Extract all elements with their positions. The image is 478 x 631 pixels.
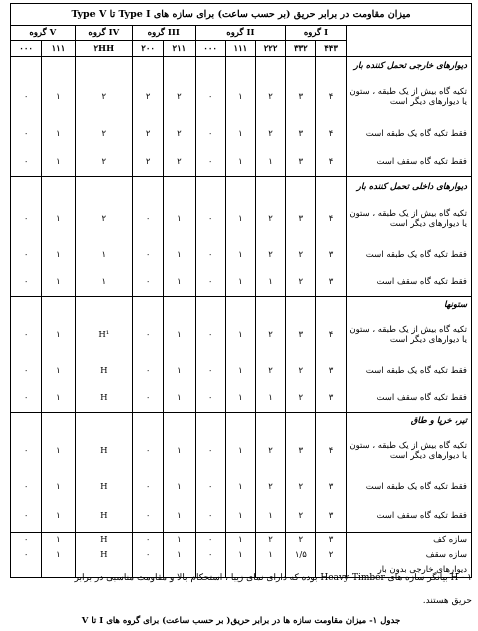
table-caption: جدول ۱- میزان مقاومت سازه ها در برابر حریق( بر حسب ساعت) برای گروه های I تا V bbox=[81, 616, 401, 626]
value-cell: ۱ bbox=[42, 533, 75, 548]
value-cell: ۱ bbox=[164, 241, 195, 269]
value-cell: ۰ bbox=[195, 533, 225, 548]
value-cell: ۰ bbox=[132, 429, 163, 473]
value-cell: ۲ bbox=[164, 75, 195, 119]
table-row bbox=[11, 357, 472, 385]
value-cell: ۰ bbox=[11, 119, 42, 149]
table-row bbox=[11, 548, 472, 563]
empty-cell bbox=[225, 57, 255, 75]
value-cell: ۱ bbox=[164, 473, 195, 501]
value-cell: ۲ bbox=[286, 501, 316, 533]
value-cell: ۲ bbox=[286, 533, 316, 548]
value-cell: ۰ bbox=[11, 197, 42, 241]
empty-cell bbox=[195, 177, 225, 197]
value-cell: ۱ bbox=[42, 241, 75, 269]
table-row bbox=[11, 429, 472, 473]
empty-cell bbox=[164, 413, 195, 429]
value-cell: ۱ bbox=[255, 269, 285, 297]
empty-cell bbox=[316, 413, 346, 429]
empty-cell bbox=[286, 413, 316, 429]
value-cell: ۳ bbox=[286, 75, 316, 119]
row-label: فقط تکیه گاه یک طبقه است bbox=[346, 119, 471, 149]
value-cell: ۱ bbox=[42, 548, 75, 563]
value-cell: ۱ bbox=[42, 197, 75, 241]
value-cell: ۰ bbox=[132, 385, 163, 413]
value-cell: ۰ bbox=[132, 533, 163, 548]
value-cell: ۱ bbox=[255, 385, 285, 413]
value-cell: ۰ bbox=[195, 269, 225, 297]
empty-cell bbox=[225, 297, 255, 313]
value-cell: ۱ bbox=[225, 119, 255, 149]
value-cell: ۴ bbox=[316, 119, 346, 149]
value-cell: ۲ bbox=[255, 119, 285, 149]
value-cell: ۳ bbox=[316, 385, 346, 413]
value-cell: ۲ bbox=[164, 119, 195, 149]
value-cell: ۴ bbox=[316, 75, 346, 119]
table-row bbox=[11, 149, 472, 177]
value-cell: ۱ bbox=[255, 149, 285, 177]
row-label: فقط تکیه گاه سقف است bbox=[346, 501, 471, 533]
value-cell: ۲ bbox=[286, 473, 316, 501]
row-label: فقط تکیه گاه سقف است bbox=[346, 149, 471, 177]
empty-cell bbox=[164, 57, 195, 75]
empty-cell bbox=[42, 413, 75, 429]
row-label: تکیه گاه بیش از یک طبقه ، ستون یا دیوارهای دیگر است bbox=[346, 429, 471, 473]
empty-cell bbox=[11, 57, 42, 75]
empty-cell bbox=[286, 177, 316, 197]
type-header: ۲۰۰ bbox=[132, 41, 163, 57]
empty-cell bbox=[255, 177, 285, 197]
empty-cell bbox=[255, 57, 285, 75]
row-label: سازه کف bbox=[346, 533, 471, 548]
value-cell: ۰ bbox=[195, 385, 225, 413]
empty-cell bbox=[42, 177, 75, 197]
table-row bbox=[11, 385, 472, 413]
value-cell: ۱ bbox=[42, 313, 75, 357]
row-label: فقط تکیه گاه سقف است bbox=[346, 269, 471, 297]
footnote-line-1: ۱ - H بیانگر سازه های Heavy Timber بوده که دارای نمای زیبا ، استحکام بالا و مقاومت مناسبی در برابر bbox=[74, 573, 472, 583]
group-header-iii: گروه III bbox=[132, 26, 195, 41]
type-header: ۰۰۰ bbox=[195, 41, 225, 57]
value-cell: ۱ bbox=[42, 501, 75, 533]
value-cell: ۱ bbox=[225, 313, 255, 357]
value-cell: ۱ bbox=[225, 149, 255, 177]
value-cell: ۱ bbox=[42, 473, 75, 501]
value-cell: ۱ bbox=[164, 501, 195, 533]
value-cell: ۱ bbox=[255, 548, 285, 563]
empty-cell bbox=[132, 413, 163, 429]
empty-cell bbox=[11, 297, 42, 313]
value-cell: ۰ bbox=[11, 548, 42, 563]
value-cell: ۰ bbox=[195, 75, 225, 119]
value-cell: ۱ bbox=[164, 357, 195, 385]
row-label: فقط تکیه گاه یک طبقه است bbox=[346, 357, 471, 385]
value-cell: ۱ bbox=[225, 357, 255, 385]
empty-cell bbox=[195, 297, 225, 313]
value-cell: H bbox=[75, 548, 132, 563]
value-cell: ۳ bbox=[316, 269, 346, 297]
value-cell: H bbox=[75, 357, 132, 385]
value-cell: H bbox=[75, 533, 132, 548]
value-cell: ۳ bbox=[316, 501, 346, 533]
empty-cell bbox=[132, 57, 163, 75]
empty-cell bbox=[164, 177, 195, 197]
value-cell: ۳ bbox=[286, 119, 316, 149]
value-cell: ۱ bbox=[75, 241, 132, 269]
table-row bbox=[11, 533, 472, 548]
value-cell: ۲ bbox=[75, 119, 132, 149]
value-cell: ۰ bbox=[195, 357, 225, 385]
empty-cell bbox=[286, 297, 316, 313]
value-cell: H¹ bbox=[75, 313, 132, 357]
value-cell: ۰ bbox=[11, 313, 42, 357]
empty-cell bbox=[316, 297, 346, 313]
value-cell: ۰ bbox=[11, 501, 42, 533]
type-header: ۱۱۱ bbox=[225, 41, 255, 57]
row-label: فقط تکیه گاه سقف است bbox=[346, 385, 471, 413]
section-header-row bbox=[11, 177, 472, 197]
empty-cell bbox=[195, 57, 225, 75]
table-row bbox=[11, 241, 472, 269]
empty-cell bbox=[286, 57, 316, 75]
value-cell: ۳ bbox=[316, 533, 346, 548]
empty-cell bbox=[195, 413, 225, 429]
row-label: فقط تکیه گاه یک طبقه است bbox=[346, 241, 471, 269]
value-cell: ۴ bbox=[316, 197, 346, 241]
section-title: تیر، خرپا و طاق bbox=[346, 413, 471, 429]
value-cell: ۰ bbox=[195, 429, 225, 473]
empty-cell bbox=[75, 177, 132, 197]
empty-cell bbox=[225, 413, 255, 429]
value-cell: ۱/۵ bbox=[286, 548, 316, 563]
row-label: تکیه گاه بیش از یک طبقه ، ستون یا دیوارهای دیگر است bbox=[346, 197, 471, 241]
value-cell: ۱ bbox=[225, 269, 255, 297]
empty-cell bbox=[316, 57, 346, 75]
value-cell: ۱ bbox=[42, 429, 75, 473]
empty-cell bbox=[255, 413, 285, 429]
value-cell: ۰ bbox=[11, 149, 42, 177]
value-cell: ۰ bbox=[132, 357, 163, 385]
value-cell: ۱ bbox=[225, 197, 255, 241]
value-cell: ۰ bbox=[132, 501, 163, 533]
value-cell: ۱ bbox=[42, 385, 75, 413]
value-cell: ۱ bbox=[164, 385, 195, 413]
value-cell: ۱ bbox=[225, 429, 255, 473]
value-cell: ۱ bbox=[164, 269, 195, 297]
value-cell: ۰ bbox=[132, 313, 163, 357]
value-cell: ۲ bbox=[286, 357, 316, 385]
value-cell: ۲ bbox=[75, 149, 132, 177]
type-header: ۰۰۰ bbox=[11, 41, 42, 57]
type-header: ۲۲۲ bbox=[255, 41, 285, 57]
value-cell: H bbox=[75, 429, 132, 473]
empty-cell bbox=[132, 297, 163, 313]
value-cell: ۰ bbox=[11, 533, 42, 548]
value-cell: ۰ bbox=[195, 313, 225, 357]
value-cell: ۲ bbox=[255, 75, 285, 119]
value-cell: ۰ bbox=[132, 269, 163, 297]
value-cell: ۰ bbox=[195, 149, 225, 177]
value-cell: ۰ bbox=[11, 429, 42, 473]
row-label: فقط تکیه گاه یک طبقه است bbox=[346, 473, 471, 501]
empty-cell bbox=[75, 413, 132, 429]
group-header-ii: گروه II bbox=[195, 26, 286, 41]
row-label: سازه سقف bbox=[346, 548, 471, 563]
value-cell: ۲ bbox=[316, 548, 346, 563]
empty-cell bbox=[316, 177, 346, 197]
value-cell: ۲ bbox=[164, 149, 195, 177]
value-cell: H bbox=[75, 501, 132, 533]
value-cell: ۰ bbox=[195, 548, 225, 563]
value-cell: ۲ bbox=[255, 313, 285, 357]
header-blank bbox=[346, 26, 471, 57]
value-cell: H bbox=[75, 473, 132, 501]
value-cell: ۲ bbox=[255, 473, 285, 501]
type-header: ۴۴۳ bbox=[316, 41, 346, 57]
value-cell: ۳ bbox=[286, 313, 316, 357]
group-header-v: گروه V bbox=[11, 26, 76, 41]
value-cell: ۲ bbox=[286, 269, 316, 297]
empty-cell bbox=[11, 177, 42, 197]
empty-cell bbox=[225, 177, 255, 197]
value-cell: ۲ bbox=[75, 75, 132, 119]
group-header-iv: گروه IV bbox=[75, 26, 132, 41]
value-cell: ۲ bbox=[286, 241, 316, 269]
empty-cell bbox=[42, 297, 75, 313]
value-cell: ۱ bbox=[255, 501, 285, 533]
table-row bbox=[11, 75, 472, 119]
value-cell: ۱ bbox=[42, 269, 75, 297]
empty-cell bbox=[255, 297, 285, 313]
table-row bbox=[11, 197, 472, 241]
group-header-i: گروه I bbox=[286, 26, 346, 41]
value-cell: ۲ bbox=[75, 197, 132, 241]
value-cell: ۱ bbox=[42, 119, 75, 149]
value-cell: ۰ bbox=[132, 473, 163, 501]
value-cell: ۰ bbox=[11, 473, 42, 501]
type-header: ۱۱۱ bbox=[42, 41, 75, 57]
value-cell: ۴ bbox=[316, 429, 346, 473]
type-header: ۲HH bbox=[75, 41, 132, 57]
section-title: دیوارهای خارجی تحمل کننده بار bbox=[346, 57, 471, 75]
value-cell: ۲ bbox=[255, 429, 285, 473]
value-cell: ۲ bbox=[132, 149, 163, 177]
footnote-line-2: حریق هستند. bbox=[422, 596, 472, 606]
value-cell: ۰ bbox=[195, 241, 225, 269]
value-cell: ۱ bbox=[225, 473, 255, 501]
value-cell: ۰ bbox=[11, 385, 42, 413]
table-row bbox=[11, 501, 472, 533]
empty-cell bbox=[132, 177, 163, 197]
value-cell: ۱ bbox=[225, 75, 255, 119]
value-cell: ۴ bbox=[316, 149, 346, 177]
empty-cell bbox=[42, 57, 75, 75]
value-cell: ۰ bbox=[132, 548, 163, 563]
value-cell: ۳ bbox=[286, 149, 316, 177]
table-row bbox=[11, 313, 472, 357]
value-cell: ۲ bbox=[132, 75, 163, 119]
value-cell: ۱ bbox=[75, 269, 132, 297]
value-cell: ۱ bbox=[164, 313, 195, 357]
empty-cell bbox=[75, 297, 132, 313]
value-cell: ۳ bbox=[286, 429, 316, 473]
value-cell: ۱ bbox=[164, 429, 195, 473]
value-cell: ۱ bbox=[42, 357, 75, 385]
value-cell: ۰ bbox=[11, 357, 42, 385]
value-cell: ۱ bbox=[42, 149, 75, 177]
value-cell: ۱ bbox=[225, 241, 255, 269]
table-row bbox=[11, 119, 472, 149]
row-label: تکیه گاه بیش از یک طبقه ، ستون یا دیوارهای دیگر است bbox=[346, 313, 471, 357]
type-header: ۳۳۲ bbox=[286, 41, 316, 57]
empty-cell bbox=[75, 57, 132, 75]
section-title: دیوارهای داخلی تحمل کننده بار bbox=[346, 177, 471, 197]
value-cell: ۳ bbox=[316, 357, 346, 385]
section-title: ستونها bbox=[346, 297, 471, 313]
value-cell: ۰ bbox=[195, 501, 225, 533]
value-cell: ۳ bbox=[286, 197, 316, 241]
fire-resistance-table bbox=[10, 3, 472, 578]
value-cell: ۰ bbox=[132, 197, 163, 241]
value-cell: ۰ bbox=[195, 119, 225, 149]
value-cell: ۱ bbox=[164, 548, 195, 563]
value-cell: ۲ bbox=[255, 357, 285, 385]
value-cell: ۲ bbox=[255, 533, 285, 548]
value-cell: ۱ bbox=[225, 501, 255, 533]
value-cell: ۲ bbox=[255, 241, 285, 269]
empty-cell bbox=[11, 413, 42, 429]
row-label: دیوارهای خارجی بدون بار bbox=[346, 563, 471, 578]
value-cell: ۰ bbox=[11, 75, 42, 119]
value-cell: ۱ bbox=[164, 533, 195, 548]
value-cell: ۰ bbox=[195, 473, 225, 501]
value-cell: ۴ bbox=[316, 313, 346, 357]
table-title: میزان مقاومت در برابر حریق (بر حسب ساعت) برای سازه های Type I تا Type V bbox=[11, 4, 472, 26]
value-cell: ۲ bbox=[286, 385, 316, 413]
value-cell: ۲ bbox=[132, 119, 163, 149]
value-cell: ۱ bbox=[225, 385, 255, 413]
type-header: ۲۱۱ bbox=[164, 41, 195, 57]
section-header-row bbox=[11, 413, 472, 429]
table-row bbox=[11, 269, 472, 297]
value-cell: ۳ bbox=[316, 473, 346, 501]
value-cell: ۱ bbox=[42, 75, 75, 119]
empty-cell bbox=[164, 297, 195, 313]
section-header-row bbox=[11, 57, 472, 75]
table-row bbox=[11, 473, 472, 501]
value-cell: ۱ bbox=[164, 197, 195, 241]
value-cell: ۰ bbox=[132, 241, 163, 269]
value-cell: ۲ bbox=[255, 197, 285, 241]
value-cell: ۰ bbox=[195, 197, 225, 241]
value-cell: H bbox=[75, 385, 132, 413]
value-cell: ۰ bbox=[11, 269, 42, 297]
section-header-row bbox=[11, 297, 472, 313]
value-cell: ۳ bbox=[316, 241, 346, 269]
value-cell: ۱ bbox=[225, 533, 255, 548]
row-label: تکیه گاه بیش از یک طبقه ، ستون یا دیوارهای دیگر است bbox=[346, 75, 471, 119]
value-cell: ۱ bbox=[225, 548, 255, 563]
value-cell: ۰ bbox=[11, 241, 42, 269]
